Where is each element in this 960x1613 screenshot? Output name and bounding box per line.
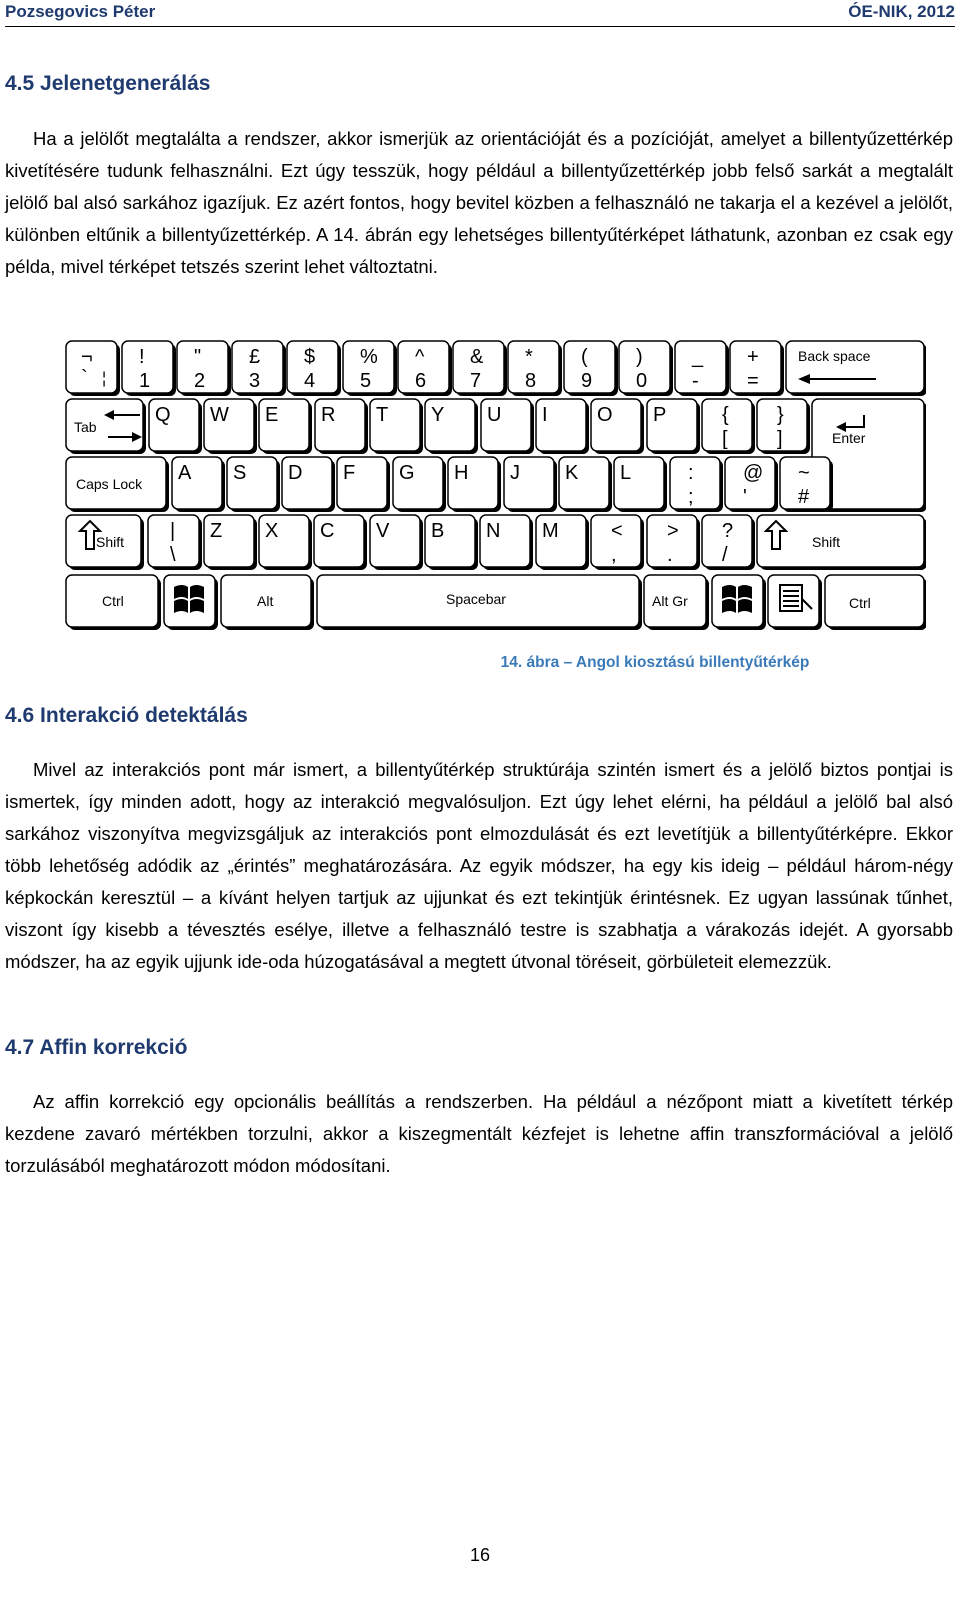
key-label: Q (155, 404, 171, 426)
key-bottom-label: ] (777, 428, 783, 450)
key-r (315, 399, 368, 454)
key-top-label: _ (692, 346, 704, 368)
key-top-label: % (360, 346, 378, 368)
key-bottom-label: = (747, 370, 759, 392)
key-top-label: < (611, 520, 623, 542)
key-label: Y (431, 404, 445, 426)
key-label: I (542, 404, 548, 426)
key-label: L (620, 462, 632, 484)
section-4-7-title: 4.7 Affin korrekció (5, 1036, 188, 1059)
key-label: O (597, 404, 613, 426)
key-top-label: " (194, 346, 202, 368)
key-b (425, 515, 478, 570)
key-- (675, 341, 729, 396)
key-top-label: ~ (798, 462, 810, 484)
key-6 (398, 341, 452, 396)
left-shift-label: Shift (96, 534, 125, 550)
key-punct-2 (647, 515, 700, 570)
key-punct-1 (591, 515, 644, 570)
left-ctrl-label: Ctrl (102, 593, 124, 609)
alt-gr-label: Alt Gr (652, 593, 688, 609)
key-y (425, 399, 478, 454)
key-bottom-label: . (667, 544, 673, 566)
key-bottom-label: [ (722, 428, 728, 450)
page-number: 16 (469, 1545, 491, 1565)
key-label: U (487, 404, 502, 426)
key-caps-lock (66, 457, 169, 512)
key-menu (768, 575, 822, 630)
key-n (480, 515, 533, 570)
key-pipe (148, 515, 202, 570)
key-3 (232, 341, 286, 396)
key-label: P (653, 404, 667, 426)
key-right-shift (757, 515, 926, 570)
key-label: X (265, 520, 279, 542)
key-bracket-1 (702, 399, 755, 454)
key-label: W (210, 404, 229, 426)
key-bottom-label: 7 (470, 370, 482, 392)
enter-label: Enter (832, 430, 866, 446)
key-bottom-label: - (692, 370, 699, 392)
key-top-label: $ (304, 346, 316, 368)
right-ctrl-label: Ctrl (849, 595, 871, 611)
key-bottom-label: ` (81, 367, 88, 389)
key-bottom-label: \ (170, 544, 176, 566)
key-m (536, 515, 589, 570)
key-tab (66, 399, 146, 454)
right-shift-label: Shift (812, 534, 841, 550)
key-bottom-label: 3 (249, 370, 261, 392)
key-label: F (343, 462, 356, 484)
key-label: H (454, 462, 469, 484)
key-1 (122, 341, 176, 396)
key-top-label: > (667, 520, 679, 542)
tab-label: Tab (74, 419, 97, 435)
key-top-label: & (470, 346, 484, 368)
key-v (370, 515, 423, 570)
key-a (172, 457, 225, 512)
key-right-windows (712, 575, 766, 630)
key-top-label: + (747, 346, 759, 368)
key-label: T (376, 404, 389, 426)
key-9 (564, 341, 618, 396)
section-4-6-paragraph: Mivel az interakciós pont már ismert, a billentyűtérkép struktúrája szintén ismert és a jelölő biztos pontjai is ismertek, így minden adott, hogy az interakció megvalósuljon. Ezt úgy lehet elérni, ha például a jelölő bal alsó sarkához viszonyítva megvizsgáljuk az interakciós pont elmozdulását és ezt levetítjük a billentyűtérképre. Ekkor több lehetőség adódik az „érintés” meghatározására. Az egyik módszer, ha egy kis ideig – például három-négy képkockán keresztül – a kívánt helyen tartjuk az ujjunkat és ezt tekintjük érintésnek. Ez ugyan lassúnak tűnhet, viszont így kisebb a tévesztés esélye, illetve a felhasználó testre is szabhatja a várakozás idejét. A gyorsabb módszer, ha az egyik ujjunk ide-oda húzogatásával a megtett útvonal töréseit, görbületeit elemezzük. (5, 759, 953, 972)
key-f (337, 457, 390, 512)
key-right-ctrl (825, 575, 926, 630)
key-top-label: ^ (415, 346, 425, 368)
key-bottom-label: 8 (525, 370, 537, 392)
key-top-label: £ (249, 346, 261, 368)
key-alt (221, 575, 314, 630)
key-7 (453, 341, 507, 396)
header-institution: ÓE-NIK, 2012 (848, 2, 955, 21)
key-label: Z (210, 520, 223, 542)
key-z (204, 515, 257, 570)
key-top-label: ) (636, 346, 643, 368)
key-x (259, 515, 312, 570)
key-backspace (786, 341, 926, 396)
key-bottom-label: 9 (581, 370, 593, 392)
key-bottom-label: / (722, 544, 728, 566)
key-h (448, 457, 501, 512)
key-e (259, 399, 312, 454)
key-label: B (431, 520, 445, 542)
key-s (227, 457, 280, 512)
key-label: C (320, 520, 335, 542)
key-top-label: ! (139, 346, 145, 368)
key-l (614, 457, 667, 512)
key-top-label: | (170, 520, 176, 542)
key-bottom-label: 4 (304, 370, 316, 392)
key-c (314, 515, 367, 570)
backspace-label: Back space (798, 348, 871, 364)
section-4-6-title: 4.6 Interakció detektálás (5, 704, 248, 727)
key-4 (287, 341, 341, 396)
header-author: Pozsegovics Péter (5, 2, 156, 21)
key-extra-3 (780, 457, 833, 512)
key-left-windows (164, 575, 218, 630)
key-top-label: } (777, 404, 784, 426)
key-label: A (178, 462, 192, 484)
key-extra-1 (670, 457, 723, 512)
key-left-ctrl (66, 575, 161, 630)
key-j (504, 457, 557, 512)
key-w (204, 399, 257, 454)
key-extra-label: ¦ (102, 370, 107, 387)
key-bottom-label: , (611, 544, 617, 566)
key-label: D (288, 462, 303, 484)
key-5 (343, 341, 397, 396)
key-o (591, 399, 644, 454)
key-bottom-label: 2 (194, 370, 206, 392)
caps-lock-label: Caps Lock (76, 476, 143, 492)
key-label: G (399, 462, 415, 484)
key-spacebar (317, 575, 642, 630)
figure-caption: 14. ábra – Angol kiosztású billentyűtérkép (500, 654, 810, 671)
key-label: M (542, 520, 559, 542)
key-label: N (486, 520, 501, 542)
section-4-5-paragraph: Ha a jelölőt megtalálta a rendszer, akkor ismerjük az orientációját és a pozícióját, amelyet a billentyűzettérkép kivetítésére tudunk felhasználni. Ezt úgy tesszük, hogy például a billentyűzettérkép jobb felső sarkát a megtalált jelölő bal alsó sarkához igazíjuk. Ez azért fontos, hogy bevitel közben a felhasználó ne takarja el a kezével a jelölőt, különben eltűnik a billentyűzettérkép. A 14. ábrán egy lehetséges billentyűtérképet láthatunk, azonban ez csak egy példa, mivel térképet tetszés szerint lehet változtatni. (5, 128, 953, 277)
key-top-label: * (525, 346, 533, 368)
section-4-7-paragraph: Az affin korrekció egy opcionális beállítás a rendszerben. Ha például a nézőpont miatt a kivetített térkép kezdene zavaró mértékben torzulni, akkor a kiszegmentált kézfejet is lehetne affin transzformációval a jelölő torzulásából meghatározott módon módosítani. (5, 1091, 953, 1176)
section-4-5-title: 4.5 Jelenetgenerálás (5, 72, 211, 95)
key-label: R (321, 404, 336, 426)
key-label: E (265, 404, 279, 426)
key-top-label: ? (722, 520, 734, 542)
key-bracket-2 (757, 399, 810, 454)
key-bottom-label: 5 (360, 370, 372, 392)
key-t (370, 399, 423, 454)
key-punct-3 (702, 515, 755, 570)
key-bottom-label: ' (743, 486, 747, 508)
key-p (647, 399, 700, 454)
key-8 (508, 341, 562, 396)
key-top-label: { (722, 404, 729, 426)
key-label: K (565, 462, 579, 484)
key-bottom-label: 0 (636, 370, 648, 392)
key-u (481, 399, 534, 454)
key-alt-gr (644, 575, 709, 630)
key-label: S (233, 462, 247, 484)
page-header (5, 0, 955, 27)
key-top-label: ( (581, 346, 588, 368)
key-d (282, 457, 335, 512)
key-top-label: @ (743, 462, 764, 484)
key-top-label: : (688, 462, 694, 484)
key-bottom-label: 1 (139, 370, 151, 392)
key-top-label: ¬ (81, 346, 93, 368)
key-0 (619, 341, 673, 396)
key-bottom-label: # (798, 486, 810, 508)
key-i (536, 399, 589, 454)
key-label: V (376, 520, 390, 542)
keyboard-map-figure (64, 339, 926, 636)
key-q (149, 399, 202, 454)
key-g (393, 457, 446, 512)
key-2 (177, 341, 231, 396)
key-= (730, 341, 784, 396)
key-label: J (510, 462, 520, 484)
key-backtick (66, 341, 120, 396)
key-extra-2 (725, 457, 778, 512)
key-k (559, 457, 612, 512)
key-bottom-label: ; (688, 486, 694, 508)
key-left-shift (66, 515, 144, 570)
alt-label: Alt (257, 593, 274, 609)
key-bottom-label: 6 (415, 370, 427, 392)
spacebar-label: Spacebar (446, 591, 506, 607)
